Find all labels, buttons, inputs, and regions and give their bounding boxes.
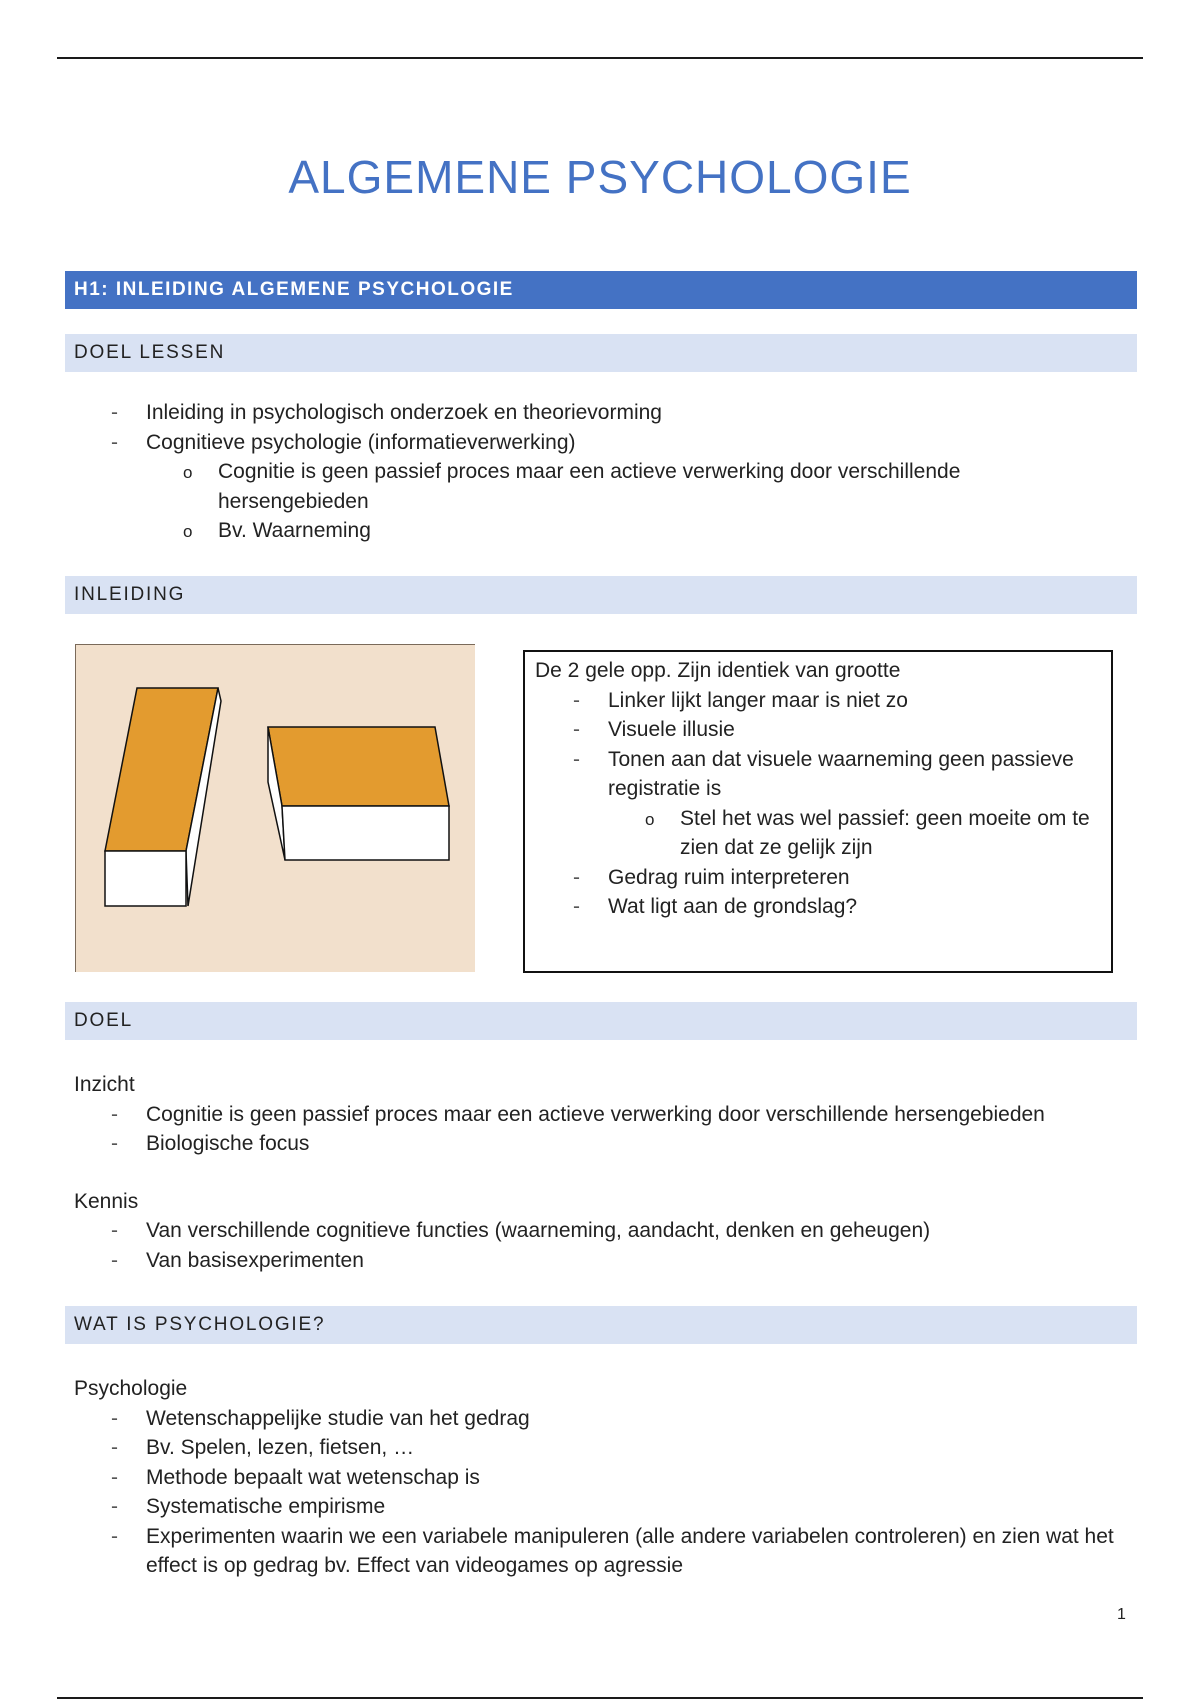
note-sublist [608, 804, 1101, 863]
doel-lessen-content [74, 398, 1018, 546]
inzicht-list [74, 1100, 1134, 1159]
list-item: - Cognitie is geen passief proces maar een actieve verwerking door verschillende hersengebieden [146, 1100, 1134, 1130]
section-heading-doel: DOEL [65, 1002, 1137, 1040]
list-item: - Systematische empirisme [146, 1492, 1124, 1522]
list-item: - Bv. Spelen, lezen, fietsen, … [146, 1433, 1124, 1463]
list-item-text: Tonen aan dat visuele waarneming geen passieve registratie is [608, 747, 1074, 800]
list-item: - Wat ligt aan de grondslag? [608, 892, 1101, 922]
list-item: - Methode bepaalt wat wetenschap is [146, 1463, 1124, 1493]
right-table-top [268, 727, 449, 806]
note-intro: De 2 gele opp. Zijn identiek van grootte [535, 659, 901, 682]
table-illusion-image [75, 644, 475, 972]
list-item: - Linker lijkt langer maar is niet zo [608, 686, 1101, 716]
psychologie-list [74, 1404, 1124, 1581]
doel-content [74, 1070, 1134, 1275]
doel-lessen-sublist [146, 457, 1018, 546]
illusion-explanation-box [523, 650, 1113, 973]
list-item: - Experimenten waarin we een variabele manipuleren (alle andere variabelen controleren) en zien wat het effect is op gedrag bv. Effect van videogames op agressie [146, 1522, 1124, 1581]
section-heading-wat-is-psychologie: WAT IS PSYCHOLOGIE? [65, 1306, 1137, 1344]
chapter-heading: H1: INLEIDING ALGEMENE PSYCHOLOGIE [65, 271, 1137, 309]
psychologie-label: Psychologie [74, 1377, 188, 1400]
note-list [535, 686, 1101, 922]
doel-lessen-list [74, 398, 1018, 546]
top-rule [57, 57, 1143, 59]
list-item: - Van basisexperimenten [146, 1246, 1134, 1276]
wat-is-content [74, 1374, 1124, 1581]
page-title: ALGEMENE PSYCHOLOGIE [288, 151, 912, 203]
section-heading-doel-lessen: DOEL LESSEN [65, 334, 1137, 372]
list-item-text: Cognitieve psychologie (informatieverwerking) [146, 430, 576, 454]
list-item: - Visuele illusie [608, 715, 1101, 745]
right-table-front [282, 806, 449, 860]
sub-list-item: o Cognitie is geen passief proces maar een actieve verwerking door verschillende hersengebieden [218, 457, 1018, 516]
list-item: - Gedrag ruim interpreteren [608, 863, 1101, 893]
list-item [146, 428, 1018, 546]
sub-list-item: o Stel het was wel passief: geen moeite om te zien dat ze gelijk zijn [680, 804, 1101, 863]
page-number: 1 [1117, 1606, 1126, 1623]
list-item: - Biologische focus [146, 1129, 1134, 1159]
inzicht-label: Inzicht [74, 1073, 135, 1096]
list-item: - Inleiding in psychologisch onderzoek en theorievorming [146, 398, 1018, 428]
list-item [608, 745, 1101, 863]
list-item: - Van verschillende cognitieve functies (waarneming, aandacht, denken en geheugen) [146, 1216, 1134, 1246]
list-item: - Wetenschappelijke studie van het gedrag [146, 1404, 1124, 1434]
kennis-list [74, 1216, 1134, 1275]
kennis-label: Kennis [74, 1189, 139, 1213]
left-table-front [105, 851, 186, 906]
sub-list-item: o Bv. Waarneming [218, 516, 1018, 546]
section-heading-inleiding: INLEIDING [65, 576, 1137, 614]
bottom-rule [57, 1697, 1143, 1699]
